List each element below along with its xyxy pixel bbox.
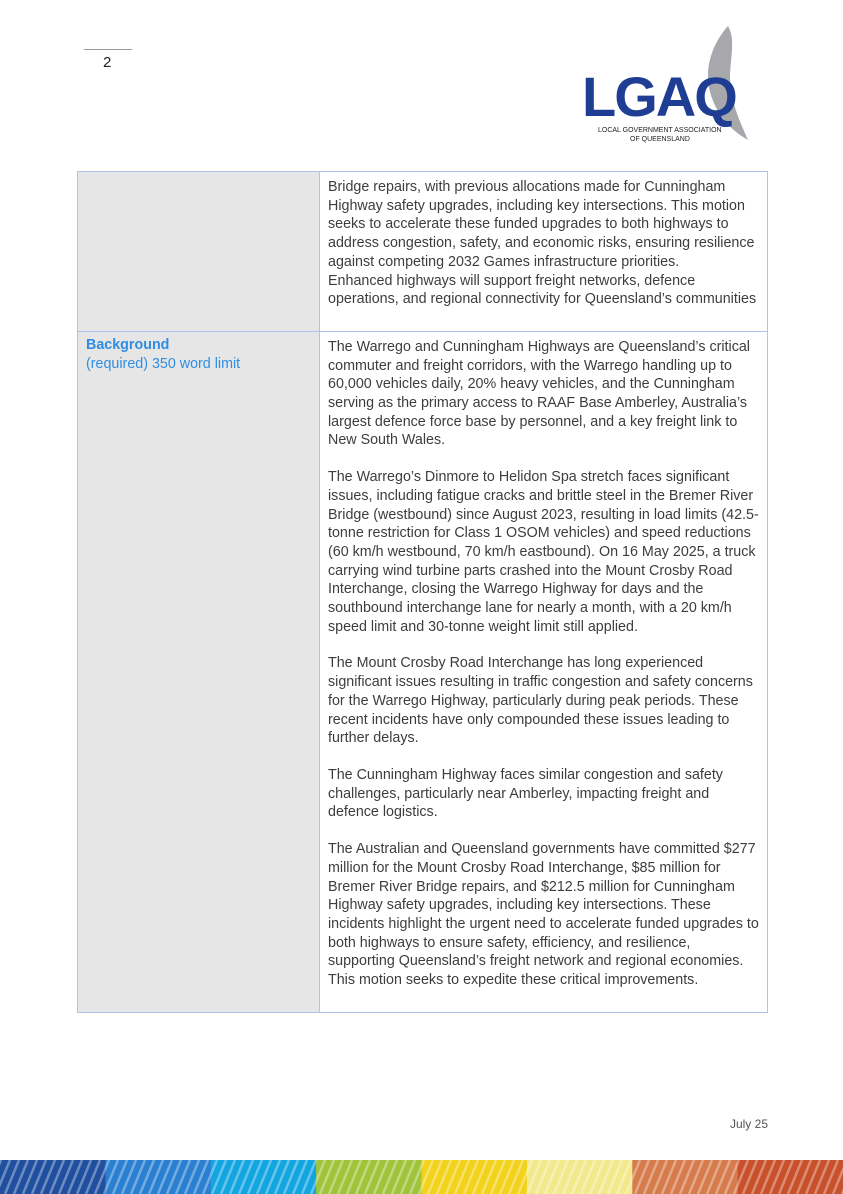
page-number-rule xyxy=(84,49,132,50)
paragraph: The Mount Crosby Road Interchange has long experienced significant issues resulting in traffic congestion and safety concerns for the Warrego Highway, particularly during peak periods. These recent incidents have only compounded these issues leading to further delays. xyxy=(328,655,753,747)
table-row xyxy=(78,172,768,332)
row1-content-cell xyxy=(320,172,768,332)
paragraph: The Cunningham Highway faces similar congestion and safety challenges, particularly near Amberley, impacting freight and defence logistics. xyxy=(328,766,723,821)
footer-stripe-graphic xyxy=(0,1160,843,1194)
lgaq-logo-graphic xyxy=(580,22,760,146)
background-label-subtitle: (required) 350 word limit xyxy=(86,355,241,372)
paragraph: The Warrego’s Dinmore to Helidon Spa stretch faces significant issues, including fatigue cracks and brittle steel in the Bremer River Bridge (westbound) since August 2023, resulting in load limits (42.5-tonne restriction for Class 1 OSOM vehicles) and speed reductions (60 km/h westbound, 70 km/h eastbound). On 16 May 2025, a truck carrying wind turbine parts crashed into the Mount Crosby Road Interchange, closing the Warrego Highway for days and the southbound interchange lane for nearly a month, with a 20 km/h speed limit and 30-tonne weight limit still applied. xyxy=(328,469,759,635)
logo-letters: LGAQ xyxy=(582,65,736,128)
row1-label-cell xyxy=(78,172,320,332)
table-row xyxy=(78,331,768,1012)
paragraph: The Warrego and Cunningham Highways are Queensland’s critical commuter and freight corridors, with the Warrego handling up to 60,000 vehicles daily, 20% heavy vehicles, and the Cunningham serving as the primary access to RAAF Base Amberley, Australia’s largest defence force base by personnel, and a key freight link to New South Wales. xyxy=(328,338,750,449)
logo-caption-line2: OF QUEENSLAND xyxy=(630,136,690,143)
paragraph: The Australian and Queensland governments have committed $277 million for the Mount Crosby Road Interchange, $85 million for Bremer River Bridge repairs, and $212.5 million for Cunningham Highway safety upgrades, including key intersections. These incidents highlight the urgent need to accelerate funded upgrades to both highways to ensure safety, efficiency, and resilience, supporting Queensland’s freight network and regional economies. This motion seeks to expedite these critical improvements. xyxy=(328,841,759,989)
paragraph: Bridge repairs, with previous allocations made for Cunningham Highway safety upgrades, including key intersections. This motion seeks to accelerate these funded upgrades to both highways to address congestion, safety, and economic risks, ensuring resilience against competing 2032 Games infrastructure priorities. xyxy=(328,179,755,270)
motion-table xyxy=(77,171,768,1013)
page-number: 2 xyxy=(103,54,112,71)
footer-date: July 25 xyxy=(729,1117,768,1131)
background-content-cell xyxy=(320,331,768,1012)
lgaq-logo xyxy=(580,22,760,146)
background-label-title: Background xyxy=(86,336,170,353)
background-content xyxy=(320,332,767,1012)
paragraph: Enhanced highways will support freight networks, defence operations, and regional connectivity for Queensland’s communities xyxy=(328,272,757,308)
background-label-cell xyxy=(78,331,320,1012)
footer-color-stripe xyxy=(0,1160,843,1194)
row1-content xyxy=(320,172,767,331)
logo-caption-line1: LOCAL GOVERNMENT ASSOCIATION xyxy=(598,127,722,134)
